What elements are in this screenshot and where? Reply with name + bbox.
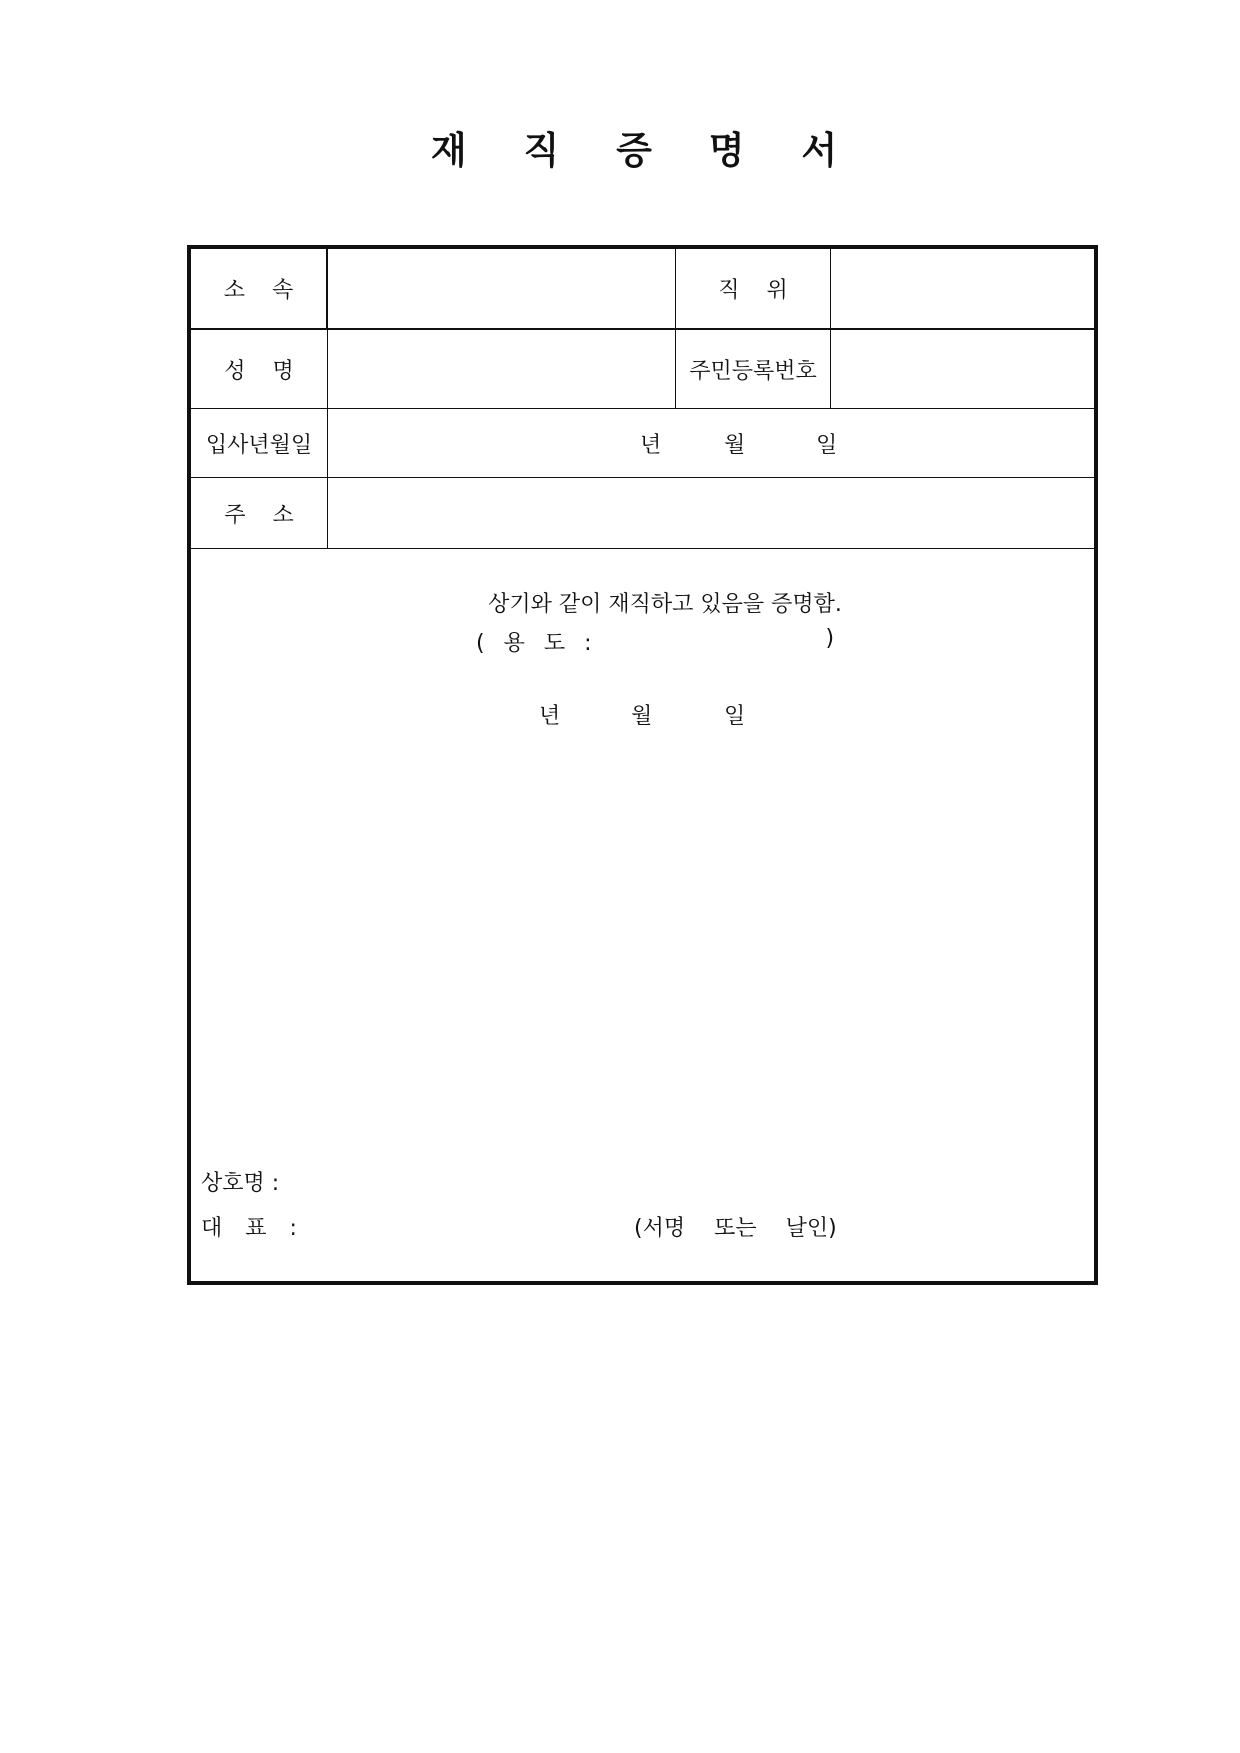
certification-statement: 상기와 같이 재직하고 있음을 증명함. xyxy=(488,592,842,617)
address-label: 주 소 xyxy=(191,478,328,548)
address-field[interactable] xyxy=(328,478,1094,548)
join-date-label: 입사년월일 xyxy=(191,409,328,477)
representative-label: 대 표 : xyxy=(201,1216,297,1241)
issue-date xyxy=(539,699,745,730)
resident-number-label: 주민등록번호 xyxy=(676,330,831,408)
company-name-label: 상호명 : xyxy=(201,1171,280,1196)
join-month-unit: 월 xyxy=(724,432,746,458)
signature-note: (서명 또는 날인) xyxy=(634,1216,837,1241)
join-date-field[interactable] xyxy=(328,409,1094,477)
issue-year-unit: 년 xyxy=(539,704,561,729)
name-field[interactable] xyxy=(328,330,676,408)
row-affiliation xyxy=(191,249,1094,330)
document-title: 재 직 증 명 서 xyxy=(430,129,860,172)
join-year-unit: 년 xyxy=(640,432,662,458)
position-label: 직 위 xyxy=(676,249,831,328)
purpose-open: ( 용 도 : xyxy=(476,631,598,656)
row-name xyxy=(191,330,1094,409)
certificate-body xyxy=(191,549,1094,1281)
issue-day-unit: 일 xyxy=(724,704,746,729)
resident-number-field[interactable] xyxy=(831,330,1094,408)
affiliation-field[interactable] xyxy=(328,249,676,328)
join-day-unit: 일 xyxy=(816,432,838,458)
purpose-field[interactable] xyxy=(597,626,825,657)
row-address xyxy=(191,478,1094,549)
purpose-line xyxy=(476,626,834,657)
certificate-form xyxy=(187,245,1098,1285)
name-label: 성 명 xyxy=(191,330,328,408)
affiliation-label: 소 속 xyxy=(191,249,328,328)
position-field[interactable] xyxy=(831,249,1094,328)
representative-line xyxy=(201,1211,1081,1242)
purpose-close: ) xyxy=(825,626,835,651)
join-date-parts xyxy=(640,428,837,459)
row-join-date xyxy=(191,409,1094,478)
issue-month-unit: 월 xyxy=(631,704,653,729)
